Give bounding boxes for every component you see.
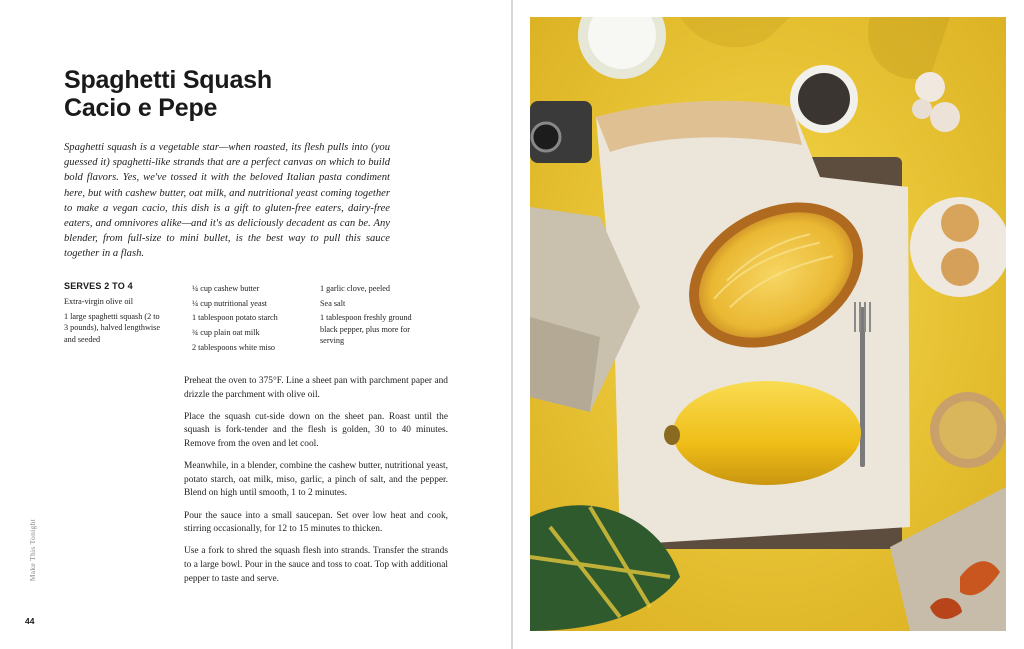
ingredient-item: Extra-virgin olive oil bbox=[64, 297, 133, 306]
method-steps bbox=[184, 375, 448, 595]
spaghetti-squash-photo-icon bbox=[530, 17, 1006, 631]
method-step: Place the squash cut-side down on the sheet pan. Roast until the squash is fork-tender and the flesh is golden, 30 to 40 minutes. Remove from the oven and let cool. bbox=[184, 411, 448, 449]
ingredients-column-1 bbox=[64, 296, 164, 348]
ingredient-item: 1 tablespoon freshly ground black pepper, plus more for serving bbox=[320, 313, 412, 346]
page-number: 44 bbox=[25, 616, 35, 626]
left-page bbox=[0, 0, 511, 649]
dough-ball bbox=[941, 248, 979, 286]
method-step: Use a fork to shred the squash flesh into strands. Transfer the strands to a large bowl. Pour in the sauce and toss to coat. Top with additional pepper to taste and serve. bbox=[184, 546, 448, 584]
garlic-bulb bbox=[915, 72, 945, 102]
ingredient-item: ¼ cup nutritional yeast bbox=[192, 298, 268, 308]
ingredient-item: 1 tablespoon potato starch bbox=[192, 313, 278, 323]
ingredient-item: ¾ cup plain oat milk bbox=[192, 328, 260, 338]
ingredients-column-2 bbox=[192, 283, 302, 357]
recipe-title bbox=[64, 66, 272, 122]
ingredient-item: 1 large spaghetti squash (2 to 3 pounds), halved lengthwise and seeded bbox=[64, 311, 160, 344]
food-photo bbox=[530, 17, 1006, 631]
running-head: Make This Tonight bbox=[28, 519, 37, 582]
ingredient-item: 2 tablespoons white miso bbox=[192, 342, 276, 352]
recipe-title-line-1: Spaghetti Squash bbox=[64, 66, 272, 94]
recipe-title-line-2: Cacio e Pepe bbox=[64, 94, 218, 122]
whole-spaghetti-squash bbox=[673, 381, 861, 485]
ingredients-column-3 bbox=[320, 283, 430, 350]
ingredient-item: ¼ cup cashew butter bbox=[192, 284, 260, 293]
serves-label: SERVES 2 TO 4 bbox=[64, 281, 133, 291]
dough-ball bbox=[941, 204, 979, 242]
method-step: Meanwhile, in a blender, combine the cashew butter, nutritional yeast, potato starch, oat milk, miso, garlic, a pinch of salt, and the pepper. Blend on high until smooth, 1 to 2 minutes. bbox=[184, 461, 448, 499]
method-step: Pour the sauce into a small saucepan. Set over low heat and cook, stirring occasionally, for 12 to 15 minutes to thicken. bbox=[184, 510, 448, 535]
ingredient-item: Sea salt bbox=[320, 298, 346, 308]
recipe-intro: Spaghetti squash is a vegetable star—when roasted, its flesh pulls into (you guessed it) spaghetti-like strands that are a perfect canvas on which to build bold flavors. Yes, we've tossed it with the beloved Italian pasta condiment here, but with cashew butter, oat milk, and nutritional yeast coming together to make a vegan cacio, this dish is a gift to gluten-free eaters, dairy-free eaters, and omnivores alike—and it's as deliciously decadent as can be. Any blender, from full-size to mini bullet, is the best way to pull this sauce together in a flash. bbox=[64, 142, 390, 260]
ingredient-item: 1 garlic clove, peeled bbox=[320, 284, 391, 293]
method-step: Preheat the oven to 375°F. Line a sheet pan with parchment paper and drizzle the parchment with olive oil. bbox=[184, 376, 448, 400]
